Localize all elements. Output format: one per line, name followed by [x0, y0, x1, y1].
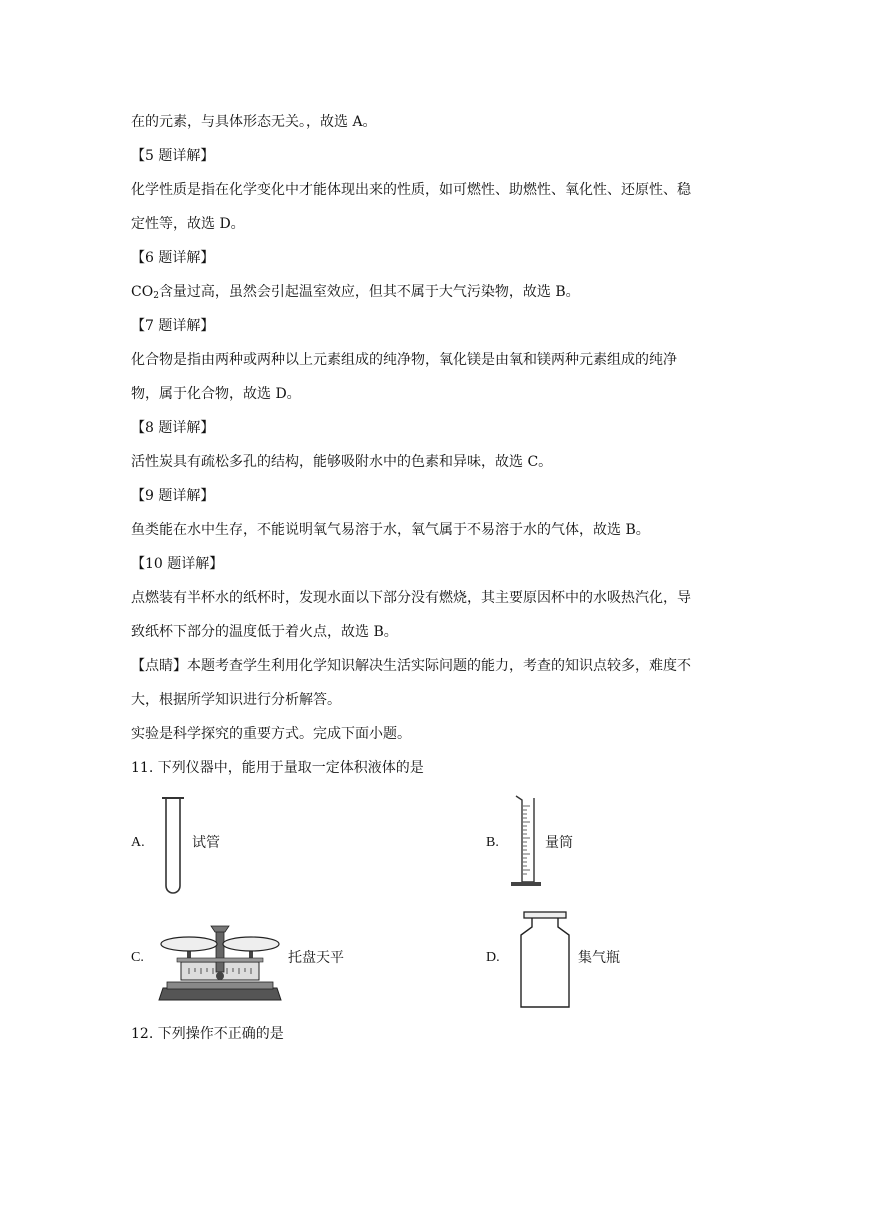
comment-line: 【点睛】本题考查学生利用化学知识解决生活实际问题的能力，考查的知识点较多，难度不: [131, 658, 691, 674]
option-a-letter: A.: [131, 835, 145, 850]
section-heading-9: 【9 题详解】: [131, 488, 215, 504]
option-b-label: 量筒: [545, 835, 573, 851]
section-heading-8: 【8 题详解】: [131, 420, 215, 436]
text-line: 致纸杯下部分的温度低于着火点，故选 B。: [131, 624, 398, 640]
section-heading-10: 【10 题详解】: [131, 556, 224, 572]
text-line: $CO_2$含量过高，虽然会引起温室效应，但其不属于大气污染物，故选 B。: [131, 284, 580, 301]
text-line: 物，属于化合物，故选 D。: [131, 386, 301, 402]
option-a-label: 试管: [192, 835, 220, 851]
option-b-letter: B.: [486, 835, 499, 850]
text-line: 活性炭具有疏松多孔的结构，能够吸附水中的色素和异味，故选 C。: [131, 454, 553, 470]
section-heading-7: 【7 题详解】: [131, 318, 215, 334]
section-heading-6: 【6 题详解】: [131, 250, 215, 266]
option-d-label: 集气瓶: [578, 950, 620, 966]
text-line: 在的元素，与具体形态无关。，故选 A。: [131, 114, 377, 130]
graduated-cylinder-image: [508, 794, 542, 892]
section-heading-5: 【5 题详解】: [131, 148, 215, 164]
text-line: 实验是科学探究的重要方式。完成下面小题。: [131, 726, 411, 742]
text-line: 点燃装有半杯水的纸杯时，发现水面以下部分没有燃烧，其主要原因杯中的水吸热汽化，导: [131, 590, 691, 606]
question-12: 12. 下列操作不正确的是: [131, 1026, 284, 1042]
gas-collecting-bottle-image: [518, 911, 572, 1009]
test-tube-image: [158, 796, 188, 900]
option-c-label: 托盘天平: [288, 950, 344, 966]
co2-formula: $CO_2$: [131, 284, 159, 301]
comment-line: 大，根据所学知识进行分析解答。: [131, 692, 341, 708]
text-line: 化合物是指由两种或两种以上元素组成的纯净物，氧化镁是由氧和镁两种元素组成的纯净: [131, 352, 677, 368]
text-line: 鱼类能在水中生存，不能说明氧气易溶于水，氧气属于不易溶于水的气体，故选 B。: [131, 522, 650, 538]
option-d-letter: D.: [486, 950, 500, 965]
balance-image: [155, 918, 285, 1008]
question-11: 11. 下列仪器中，能用于量取一定体积液体的是: [131, 760, 424, 776]
text-line: 定性等，故选 D。: [131, 216, 245, 232]
option-c-letter: C.: [131, 950, 144, 965]
text-line: 化学性质是指在化学变化中才能体现出来的性质，如可燃性、助燃性、氧化性、还原性、稳: [131, 182, 691, 198]
